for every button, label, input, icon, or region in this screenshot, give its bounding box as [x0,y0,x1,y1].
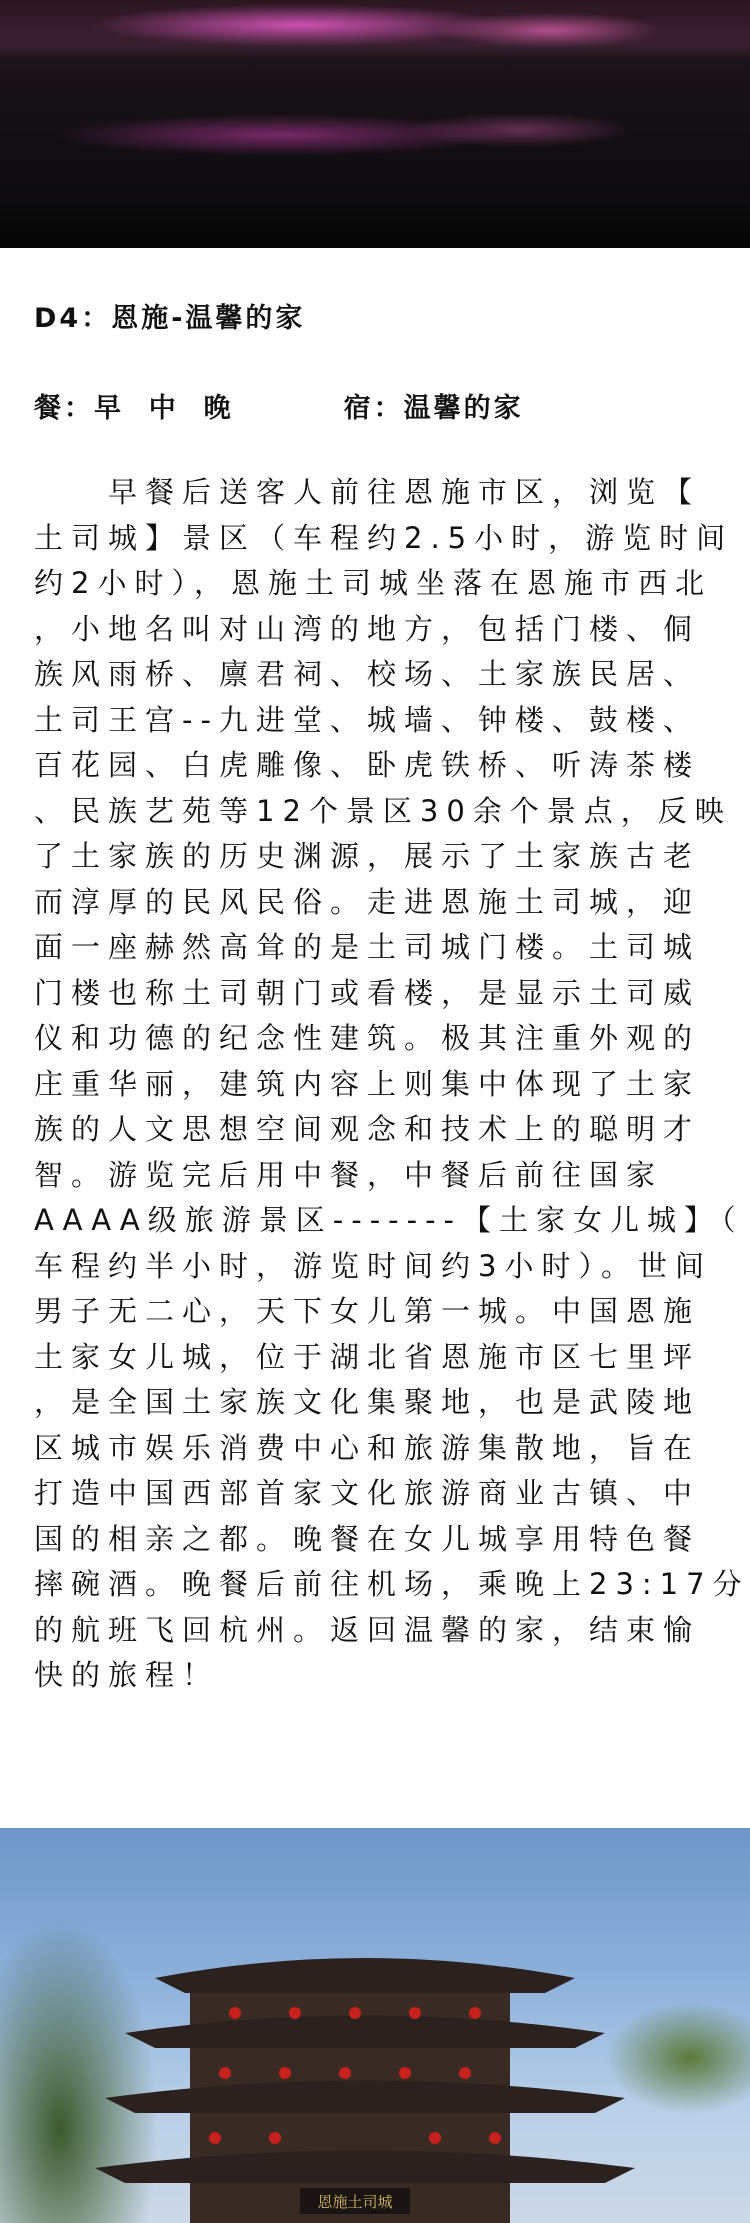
body-line: ，小地名叫对山湾的地方，包括门楼、侗 [34,611,701,646]
body-line: 而淳厚的民风民俗。走进恩施土司城，迎 [34,884,701,919]
body-line: 快的旅程！ [34,1658,220,1692]
body-line: 早餐后送客人前往恩施市区，浏览【 [34,475,701,509]
body-line: 打造中国西部首家文化旅游商业古镇、中 [34,1476,701,1510]
body-line: 、民族艺苑等12个景区30余个景点，反映 [34,793,732,828]
itinerary-description [34,470,750,1699]
body-line: 约2小时），恩施土司城坐落在恩施市西北 [34,566,712,600]
body-line: 摔碗酒。晚餐后前往机场，乘晚上23:17分 [34,1567,750,1601]
body-line: 土家女儿城，位于湖北省恩施市区七里坪 [34,1339,701,1374]
body-line: 族的人文思想空间观念和技术上的聪明才 [34,1112,701,1146]
body-line: 门楼也称土司朝门或看楼，是显示土司威 [34,975,701,1010]
tower-illustration [95,1938,635,2223]
body-line: 了土家族的历史渊源，展示了土家族古老 [34,839,701,873]
body-line: 的航班飞回杭州。返回温馨的家，结束愉 [34,1612,701,1647]
body-line: 车程约半小时，游览时间约3小时）。世间 [34,1248,712,1283]
body-line: 男子无二心，天下女儿第一城。中国恩施 [34,1294,701,1328]
body-line: 土司城】景区（车程约2.5小时，游览时间 [34,520,734,555]
body-line: 智。游览完后用中餐，中餐后前往国家 [34,1157,664,1192]
meals-lodging-line [34,386,524,425]
body-line: 国的相亲之都。晚餐在女儿城享用特色餐 [34,1521,701,1556]
body-line: 土司王宫--九进堂、城墙、钟楼、鼓楼、 [34,702,700,737]
body-line: 百花园、白虎雕像、卧虎铁桥、听涛茶楼 [34,748,701,782]
night-performance-photo [0,0,750,248]
body-line: 面一座赫然高耸的是土司城门楼。土司城 [34,930,701,964]
body-line: 区城市娱乐消费中心和旅游集散地，旨在 [34,1430,701,1465]
meals-label: 餐：早 中 晚 [34,393,234,424]
body-line: 仪和功德的纪念性建筑。极其注重外观的 [34,1021,701,1055]
body-line: 族风雨桥、廪君祠、校场、土家族民居、 [34,657,701,691]
body-line: 庄重华丽，建筑内容上则集中体现了土家 [34,1066,701,1101]
tower-sign: 恩施土司城 [317,2193,393,2211]
lodging-label: 宿：温馨的家 [343,393,524,424]
tusi-city-tower-photo [0,1828,750,2223]
day-title: D4：恩施-温馨的家 [34,303,306,334]
body-line: ，是全国土家族文化集聚地，也是武陵地 [34,1385,701,1419]
body-line: AAAA级旅游景区-------【土家女儿城】（ [34,1203,744,1237]
